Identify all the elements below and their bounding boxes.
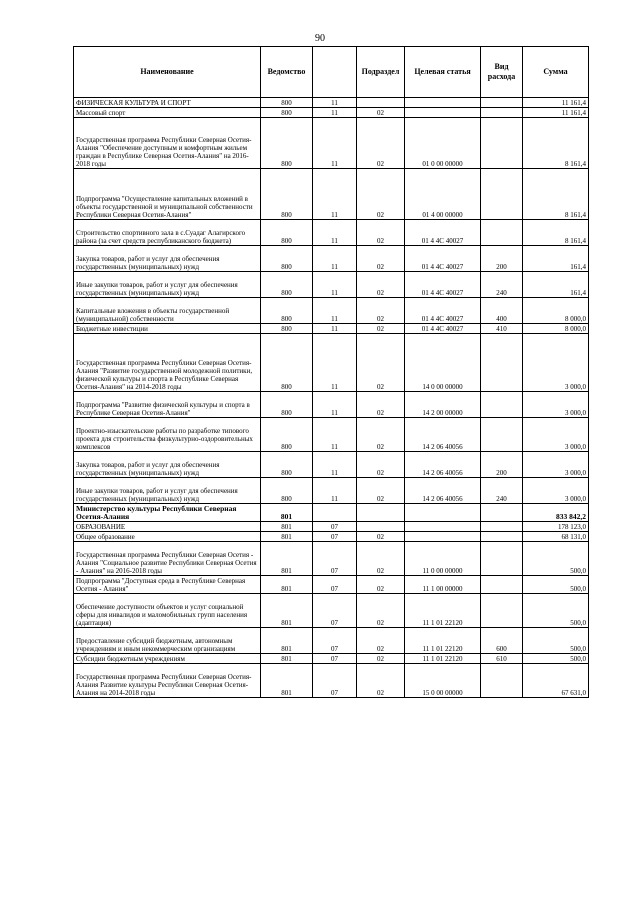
cell-dept: 801 bbox=[261, 654, 313, 664]
cell-section: 07 bbox=[313, 664, 357, 698]
cell-sum: 833 842,2 bbox=[523, 504, 589, 522]
cell-dept: 800 bbox=[261, 118, 313, 169]
cell-target: 01 4 4C 40027 bbox=[405, 298, 481, 324]
cell-sum: 3 000,0 bbox=[523, 478, 589, 504]
cell-subsection bbox=[357, 522, 405, 532]
cell-kind bbox=[481, 169, 523, 220]
cell-subsection: 02 bbox=[357, 392, 405, 418]
cell-section: 11 bbox=[313, 324, 357, 334]
table-row bbox=[74, 118, 589, 169]
cell-kind bbox=[481, 576, 523, 594]
table-body bbox=[74, 98, 589, 698]
cell-target: 11 0 00 00000 bbox=[405, 542, 481, 576]
cell-name: Государственная программа Республики Северная Осетия-Алания Развитие культуры Республики Северная Осетия-Алания на 2014-2018 годы bbox=[74, 664, 261, 698]
cell-kind: 200 bbox=[481, 452, 523, 478]
table-row bbox=[74, 654, 589, 664]
cell-dept: 800 bbox=[261, 478, 313, 504]
table-row bbox=[74, 532, 589, 542]
cell-name: Иные закупки товаров, работ и услуг для обеспечения государственных (муниципальных) нужд bbox=[74, 478, 261, 504]
cell-subsection: 02 bbox=[357, 298, 405, 324]
cell-sum: 500,0 bbox=[523, 654, 589, 664]
cell-target: 01 4 4C 40027 bbox=[405, 324, 481, 334]
cell-subsection: 02 bbox=[357, 334, 405, 392]
cell-kind: 400 bbox=[481, 298, 523, 324]
cell-kind: 240 bbox=[481, 272, 523, 298]
cell-sum: 3 000,0 bbox=[523, 418, 589, 452]
cell-section: 11 bbox=[313, 392, 357, 418]
cell-subsection: 02 bbox=[357, 452, 405, 478]
cell-subsection: 02 bbox=[357, 594, 405, 628]
header-sum: Сумма bbox=[523, 47, 589, 98]
cell-kind bbox=[481, 542, 523, 576]
cell-name: Государственная программа Республики Северная Осетия - Алания "Социальное развитие Республики Северная Осетия - Алания" на 2016-2018 годы bbox=[74, 542, 261, 576]
table-row bbox=[74, 576, 589, 594]
cell-target: 11 1 01 22120 bbox=[405, 628, 481, 654]
header-subsection: Подраздел bbox=[357, 47, 405, 98]
cell-name: Общее образование bbox=[74, 532, 261, 542]
table-row bbox=[74, 324, 589, 334]
cell-sum: 8 000,0 bbox=[523, 324, 589, 334]
cell-target bbox=[405, 504, 481, 522]
cell-subsection: 02 bbox=[357, 169, 405, 220]
cell-section: 07 bbox=[313, 522, 357, 532]
cell-sum: 500,0 bbox=[523, 542, 589, 576]
cell-name: ОБРАЗОВАНИЕ bbox=[74, 522, 261, 532]
cell-name: Подпрограмма "Развитие физической культуры и спорта в Республике Северная Осетия-Алания" bbox=[74, 392, 261, 418]
cell-sum: 500,0 bbox=[523, 628, 589, 654]
cell-section: 07 bbox=[313, 594, 357, 628]
cell-subsection: 02 bbox=[357, 118, 405, 169]
cell-kind bbox=[481, 522, 523, 532]
table-row bbox=[74, 418, 589, 452]
cell-section: 11 bbox=[313, 169, 357, 220]
cell-target: 01 4 4C 40027 bbox=[405, 220, 481, 246]
cell-name: Закупка товаров, работ и услуг для обеспечения государственных (муниципальных) нужд bbox=[74, 246, 261, 272]
cell-dept: 801 bbox=[261, 542, 313, 576]
cell-sum: 161,4 bbox=[523, 272, 589, 298]
cell-subsection: 02 bbox=[357, 478, 405, 504]
cell-subsection: 02 bbox=[357, 272, 405, 298]
budget-table bbox=[73, 46, 589, 698]
cell-kind bbox=[481, 418, 523, 452]
cell-section: 11 bbox=[313, 418, 357, 452]
cell-kind bbox=[481, 392, 523, 418]
cell-dept: 800 bbox=[261, 324, 313, 334]
cell-sum: 67 631,0 bbox=[523, 664, 589, 698]
cell-section: 07 bbox=[313, 654, 357, 664]
cell-kind bbox=[481, 504, 523, 522]
cell-kind: 410 bbox=[481, 324, 523, 334]
cell-dept: 801 bbox=[261, 594, 313, 628]
cell-section: 07 bbox=[313, 628, 357, 654]
cell-section: 11 bbox=[313, 272, 357, 298]
cell-kind: 610 bbox=[481, 654, 523, 664]
table-row bbox=[74, 272, 589, 298]
cell-name: Государственная программа Республики Северная Осетия-Алания "Развитие государственной молодежной политики, физической культуры и спорта в Республике Северная Осетия-Алания" на 2014-2018 годы bbox=[74, 334, 261, 392]
cell-name: Бюджетные инвестиции bbox=[74, 324, 261, 334]
cell-name: Проектно-изыскательские работы по разработке типового проекта для строительства физкультурно-оздоровительных комплексов bbox=[74, 418, 261, 452]
cell-subsection: 02 bbox=[357, 654, 405, 664]
cell-sum: 11 161,4 bbox=[523, 98, 589, 108]
cell-section bbox=[313, 504, 357, 522]
table-row bbox=[74, 478, 589, 504]
table-row bbox=[74, 452, 589, 478]
table-header-row bbox=[74, 47, 589, 98]
cell-name: ФИЗИЧЕСКАЯ КУЛЬТУРА И СПОРТ bbox=[74, 98, 261, 108]
cell-sum: 3 000,0 bbox=[523, 334, 589, 392]
cell-target: 11 1 01 22120 bbox=[405, 654, 481, 664]
cell-dept: 801 bbox=[261, 664, 313, 698]
cell-name: Предоставление субсидий бюджетным, автономным учреждениям и иным некоммерческим организациям bbox=[74, 628, 261, 654]
cell-dept: 800 bbox=[261, 272, 313, 298]
cell-dept: 801 bbox=[261, 576, 313, 594]
cell-target: 01 0 00 00000 bbox=[405, 118, 481, 169]
cell-target bbox=[405, 532, 481, 542]
cell-kind bbox=[481, 334, 523, 392]
cell-target: 14 2 06 40056 bbox=[405, 418, 481, 452]
header-target: Целевая статья bbox=[405, 47, 481, 98]
cell-kind bbox=[481, 220, 523, 246]
cell-kind bbox=[481, 664, 523, 698]
cell-section: 11 bbox=[313, 98, 357, 108]
cell-dept: 800 bbox=[261, 298, 313, 324]
cell-subsection: 02 bbox=[357, 220, 405, 246]
cell-name: Строительство спортивного зала в с.Суадаг Алагирского района (за счет средств республиканского бюджета) bbox=[74, 220, 261, 246]
table-row bbox=[74, 298, 589, 324]
cell-subsection: 02 bbox=[357, 628, 405, 654]
cell-dept: 801 bbox=[261, 522, 313, 532]
cell-target: 14 2 06 40056 bbox=[405, 478, 481, 504]
cell-target bbox=[405, 108, 481, 118]
cell-subsection: 02 bbox=[357, 532, 405, 542]
cell-target: 14 0 00 00000 bbox=[405, 334, 481, 392]
table-row bbox=[74, 220, 589, 246]
cell-sum: 3 000,0 bbox=[523, 392, 589, 418]
cell-section: 11 bbox=[313, 220, 357, 246]
cell-sum: 3 000,0 bbox=[523, 452, 589, 478]
table-row bbox=[74, 542, 589, 576]
cell-target: 14 2 00 00000 bbox=[405, 392, 481, 418]
cell-section: 11 bbox=[313, 246, 357, 272]
cell-kind: 200 bbox=[481, 246, 523, 272]
cell-name: Подпрограмма "Осуществление капитальных вложений в объекты государственной и муниципальной собственности Республики Северная Осетия-Алания" bbox=[74, 169, 261, 220]
cell-dept: 800 bbox=[261, 452, 313, 478]
cell-name: Иные закупки товаров, работ и услуг для обеспечения государственных (муниципальных) нужд bbox=[74, 272, 261, 298]
cell-target bbox=[405, 98, 481, 108]
cell-dept: 800 bbox=[261, 108, 313, 118]
cell-kind bbox=[481, 594, 523, 628]
cell-sum: 11 161,4 bbox=[523, 108, 589, 118]
cell-dept: 800 bbox=[261, 418, 313, 452]
header-name: Наименование bbox=[74, 47, 261, 98]
header-kind: Вид расхода bbox=[481, 47, 523, 98]
cell-subsection: 02 bbox=[357, 664, 405, 698]
cell-sum: 500,0 bbox=[523, 576, 589, 594]
table-row bbox=[74, 98, 589, 108]
table-row bbox=[74, 392, 589, 418]
cell-subsection: 02 bbox=[357, 576, 405, 594]
cell-target: 11 1 00 00000 bbox=[405, 576, 481, 594]
cell-target: 15 0 00 00000 bbox=[405, 664, 481, 698]
table-row bbox=[74, 108, 589, 118]
cell-kind bbox=[481, 118, 523, 169]
cell-dept: 800 bbox=[261, 392, 313, 418]
cell-sum: 161,4 bbox=[523, 246, 589, 272]
cell-target: 01 4 00 00000 bbox=[405, 169, 481, 220]
cell-section: 11 bbox=[313, 334, 357, 392]
cell-name: Капитальные вложения в объекты государственной (муниципальной) собственности bbox=[74, 298, 261, 324]
cell-kind bbox=[481, 98, 523, 108]
cell-target: 01 4 4C 40027 bbox=[405, 272, 481, 298]
cell-dept: 800 bbox=[261, 169, 313, 220]
cell-dept: 800 bbox=[261, 220, 313, 246]
cell-sum: 8 161,4 bbox=[523, 118, 589, 169]
cell-name: Подпрограмма "Доступная среда в Республике Северная Осетия - Алания" bbox=[74, 576, 261, 594]
cell-sum: 68 131,0 bbox=[523, 532, 589, 542]
cell-target: 14 2 06 40056 bbox=[405, 452, 481, 478]
cell-name: Министерство культуры Республики Северная Осетия-Алания bbox=[74, 504, 261, 522]
table-row bbox=[74, 664, 589, 698]
header-dept: Ведомство bbox=[261, 47, 313, 98]
cell-sum: 8 161,4 bbox=[523, 169, 589, 220]
cell-section: 11 bbox=[313, 298, 357, 324]
cell-sum: 8 161,4 bbox=[523, 220, 589, 246]
cell-kind: 600 bbox=[481, 628, 523, 654]
cell-kind bbox=[481, 108, 523, 118]
cell-dept: 800 bbox=[261, 98, 313, 108]
table-row bbox=[74, 169, 589, 220]
table-row bbox=[74, 522, 589, 532]
cell-section: 07 bbox=[313, 576, 357, 594]
cell-name: Субсидии бюджетным учреждениям bbox=[74, 654, 261, 664]
cell-kind: 240 bbox=[481, 478, 523, 504]
table-row bbox=[74, 334, 589, 392]
table-row bbox=[74, 504, 589, 522]
cell-section: 11 bbox=[313, 478, 357, 504]
table-row bbox=[74, 246, 589, 272]
table-row bbox=[74, 628, 589, 654]
cell-target: 01 4 4C 40027 bbox=[405, 246, 481, 272]
cell-sum: 500,0 bbox=[523, 594, 589, 628]
cell-sum: 8 000,0 bbox=[523, 298, 589, 324]
cell-dept: 801 bbox=[261, 504, 313, 522]
cell-subsection: 02 bbox=[357, 246, 405, 272]
page-number: 90 bbox=[315, 33, 325, 44]
cell-subsection bbox=[357, 98, 405, 108]
cell-name: Массовый спорт bbox=[74, 108, 261, 118]
cell-section: 07 bbox=[313, 532, 357, 542]
header-section bbox=[313, 47, 357, 98]
cell-subsection bbox=[357, 504, 405, 522]
table-row bbox=[74, 594, 589, 628]
cell-name: Закупка товаров, работ и услуг для обеспечения государственных (муниципальных) нужд bbox=[74, 452, 261, 478]
cell-name: Обеспечение доступности объектов и услуг социальной сферы для инвалидов и маломобильных групп населения (адаптация) bbox=[74, 594, 261, 628]
cell-target: 11 1 01 22120 bbox=[405, 594, 481, 628]
cell-section: 07 bbox=[313, 542, 357, 576]
cell-subsection: 02 bbox=[357, 324, 405, 334]
cell-sum: 178 123,0 bbox=[523, 522, 589, 532]
cell-section: 11 bbox=[313, 452, 357, 478]
cell-subsection: 02 bbox=[357, 108, 405, 118]
cell-dept: 800 bbox=[261, 246, 313, 272]
cell-name: Государственная программа Республики Северная Осетия-Алания "Обеспечение доступным и комфортным жильем граждан в Республике Северная Осетия-Алания" на 2016-2018 годы bbox=[74, 118, 261, 169]
cell-section: 11 bbox=[313, 118, 357, 169]
cell-subsection: 02 bbox=[357, 418, 405, 452]
cell-section: 11 bbox=[313, 108, 357, 118]
cell-dept: 801 bbox=[261, 532, 313, 542]
cell-dept: 801 bbox=[261, 628, 313, 654]
cell-kind bbox=[481, 532, 523, 542]
cell-dept: 800 bbox=[261, 334, 313, 392]
cell-target bbox=[405, 522, 481, 532]
cell-subsection: 02 bbox=[357, 542, 405, 576]
